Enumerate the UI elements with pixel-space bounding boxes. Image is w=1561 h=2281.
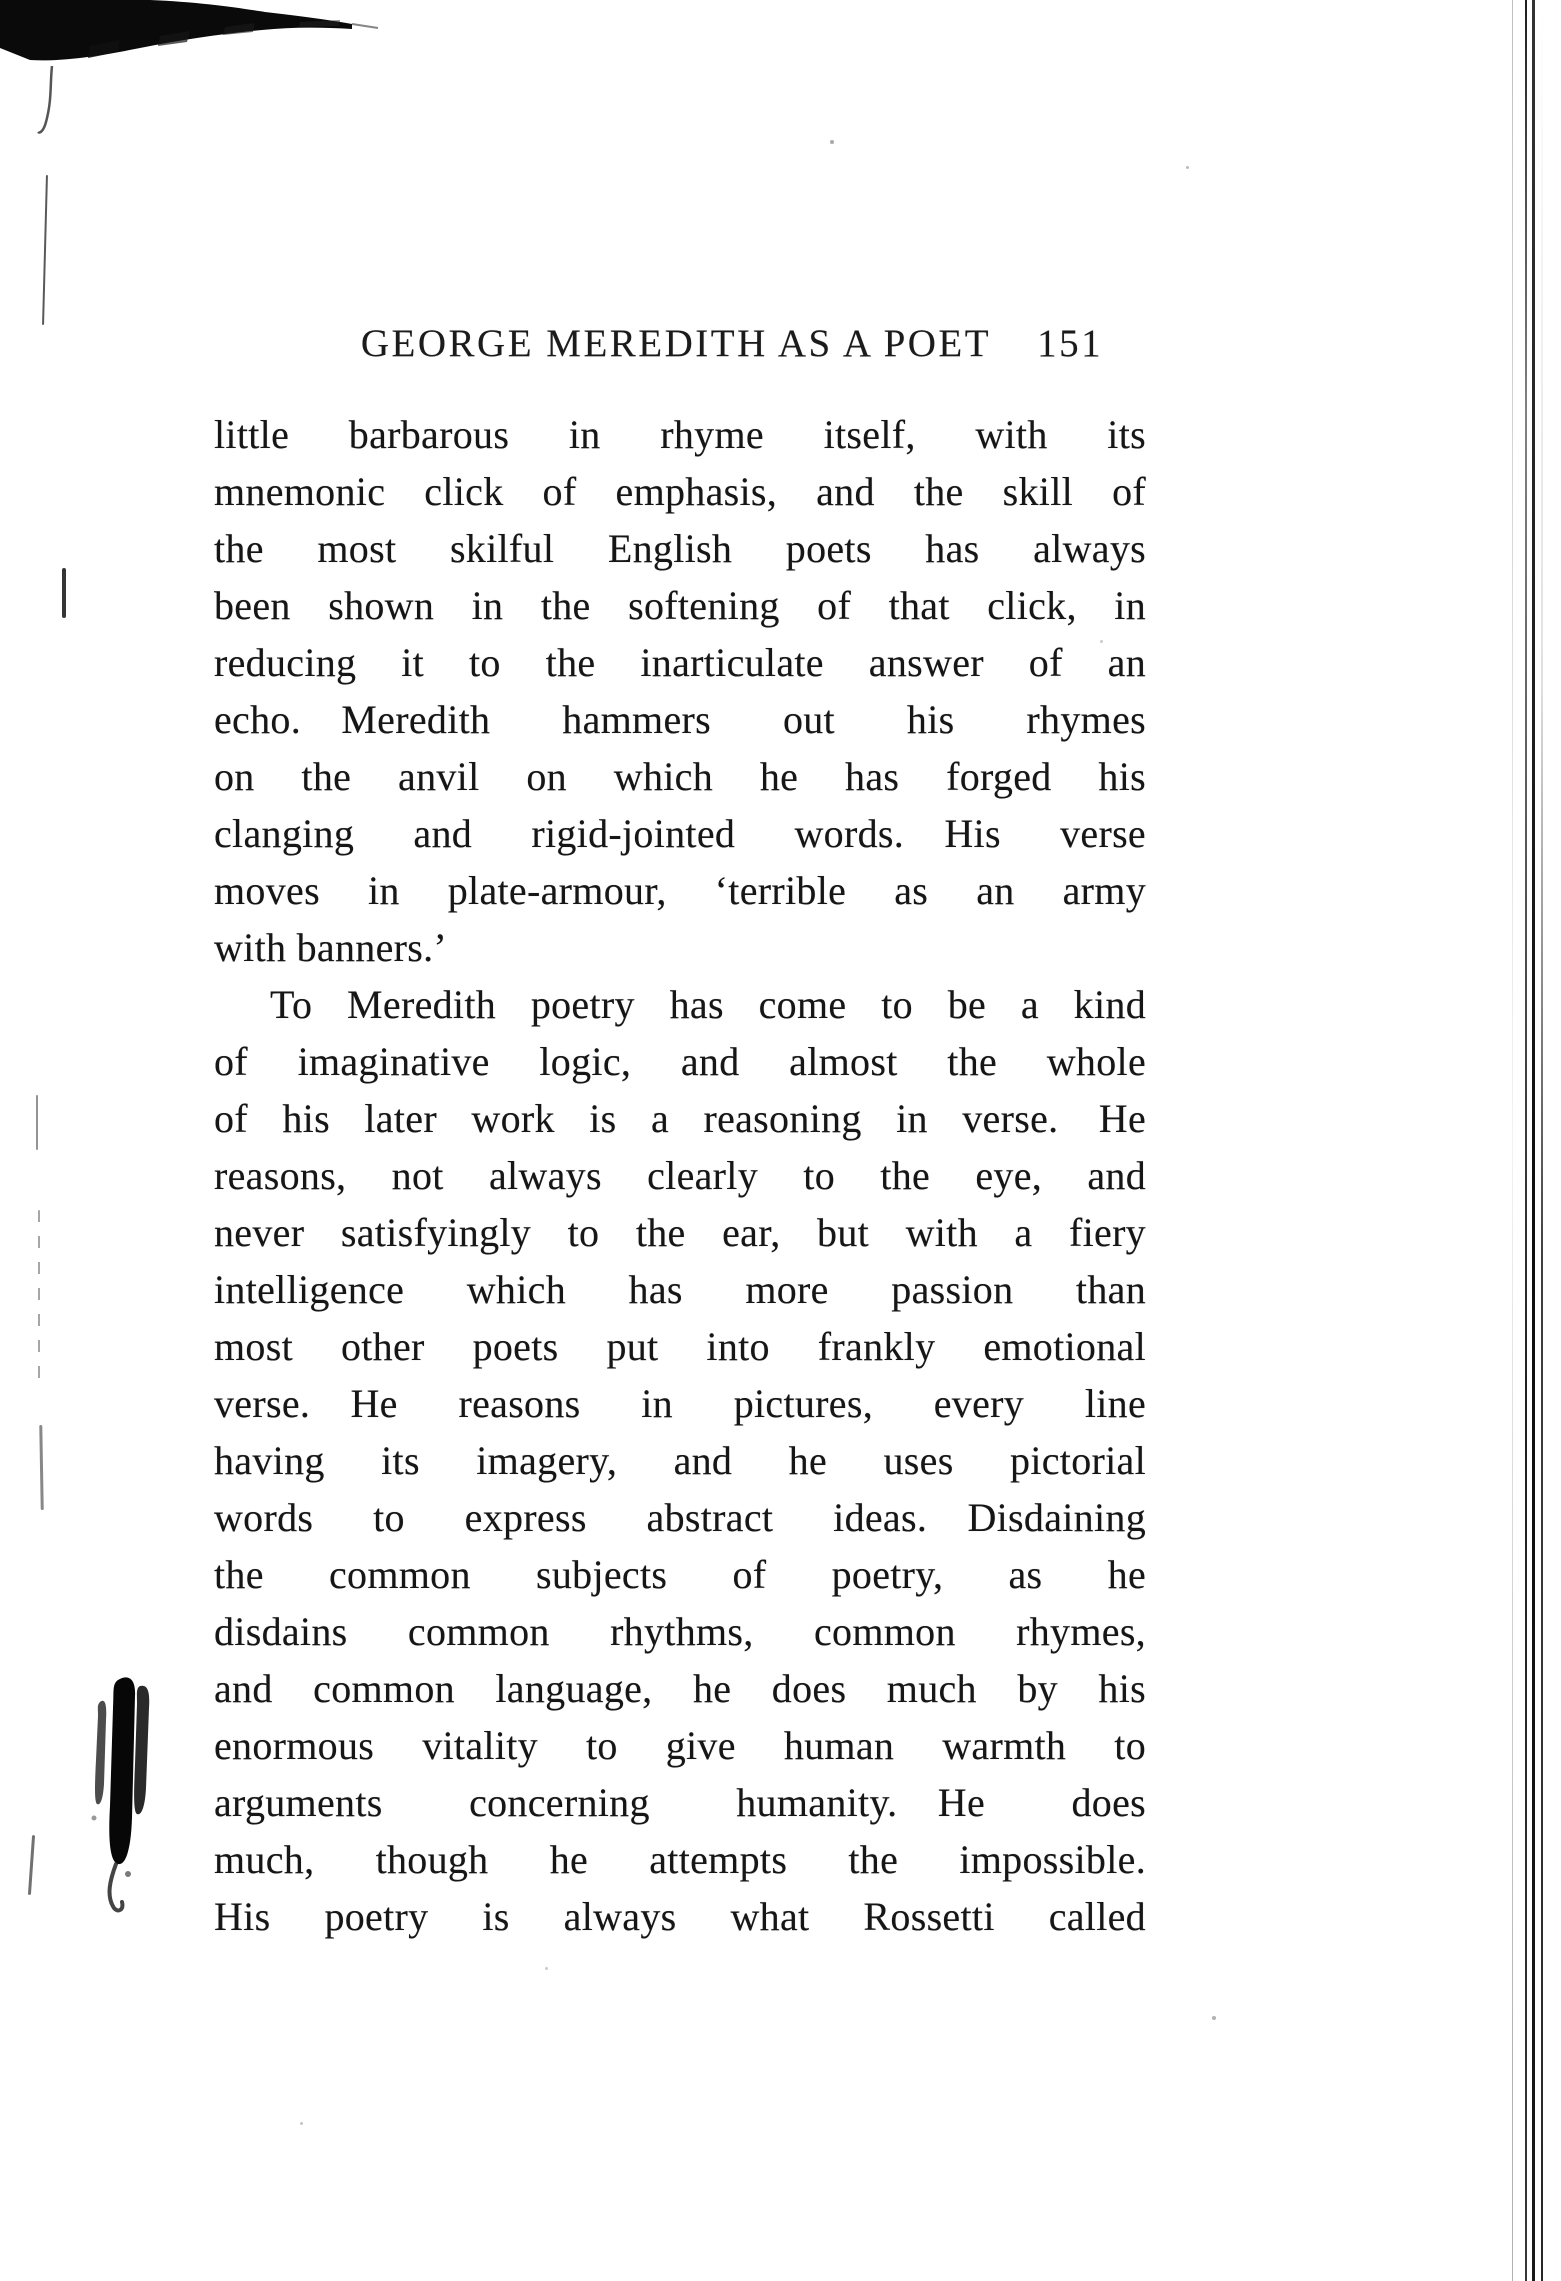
ink-blot-artifact xyxy=(80,1668,170,1918)
text-line: of imaginative logic, and almost the whole xyxy=(214,1039,1146,1084)
body-text xyxy=(214,406,1146,1945)
text-line: disdains common rhythms, common rhymes, xyxy=(214,1609,1146,1654)
text-line: been shown in the softening of that click, in xyxy=(214,583,1146,628)
page-number: 151 xyxy=(1037,322,1104,365)
text-line: mnemonic click of emphasis, and the skill of xyxy=(214,469,1146,514)
text-line: of his later work is a reasoning in verse. He xyxy=(214,1096,1146,1141)
text-line: moves in plate-armour, ‘terrible as an army xyxy=(214,868,1146,913)
running-title: GEORGE MEREDITH AS A POET xyxy=(360,322,992,365)
text-line: enormous vitality to give human warmth to xyxy=(214,1723,1146,1768)
speck-artifact xyxy=(545,1967,548,1970)
text-line: the most skilful English poets has always xyxy=(214,526,1146,571)
margin-tick-artifact xyxy=(62,568,66,618)
margin-curl-artifact xyxy=(28,1835,35,1895)
text-line: little barbarous in rhyme itself, with its xyxy=(214,412,1146,457)
margin-scratch-artifact xyxy=(42,175,48,325)
margin-scratch-artifact xyxy=(36,1095,38,1150)
text-line: having its imagery, and he uses pictorial xyxy=(214,1438,1146,1483)
gutter-line-main xyxy=(1532,0,1535,2281)
text-line: much, though he attempts the impossible. xyxy=(214,1837,1146,1882)
speck-artifact xyxy=(1212,2016,1216,2020)
gutter-line-inner xyxy=(1541,0,1543,2281)
text-line-paragraph-start: To Meredith poetry has come to be a kind xyxy=(270,982,1146,1027)
gutter-line-faint xyxy=(1512,0,1513,2281)
gutter-line-outer xyxy=(1525,0,1527,2281)
margin-dashes-artifact xyxy=(38,1210,40,1380)
text-line: words to express abstract ideas. Disdaining xyxy=(214,1495,1146,1540)
text-line: on the anvil on which he has forged his xyxy=(214,754,1146,799)
text-line-paragraph-end: with banners.’ xyxy=(214,925,448,970)
text-line: arguments concerning humanity. He does xyxy=(214,1780,1146,1825)
page-content xyxy=(214,322,1146,1945)
text-line: echo. Meredith hammers out his rhymes xyxy=(214,697,1146,742)
corner-ink-smudge-artifact xyxy=(0,0,380,140)
text-line: never satisfyingly to the ear, but with a fiery xyxy=(214,1210,1146,1255)
text-line: intelligence which has more passion than xyxy=(214,1267,1146,1312)
text-line: reducing it to the inarticulate answer of an xyxy=(214,640,1146,685)
text-line: reasons, not always clearly to the eye, and xyxy=(214,1153,1146,1198)
text-line: verse. He reasons in pictures, every line xyxy=(214,1381,1146,1426)
speck-artifact xyxy=(1186,166,1189,169)
text-line: His poetry is always what Rossetti called xyxy=(214,1894,1146,1939)
text-line: and common language, he does much by his xyxy=(214,1666,1146,1711)
text-line: clanging and rigid-jointed words. His verse xyxy=(214,811,1146,856)
text-line: most other poets put into frankly emotional xyxy=(214,1324,1146,1369)
speck-artifact xyxy=(300,2122,303,2125)
binding-gutter-lines-artifact xyxy=(1481,0,1561,2281)
speck-artifact xyxy=(830,140,834,144)
margin-scratch-artifact xyxy=(39,1425,43,1510)
page-header xyxy=(266,322,1198,366)
text-line: the common subjects of poetry, as he xyxy=(214,1552,1146,1597)
